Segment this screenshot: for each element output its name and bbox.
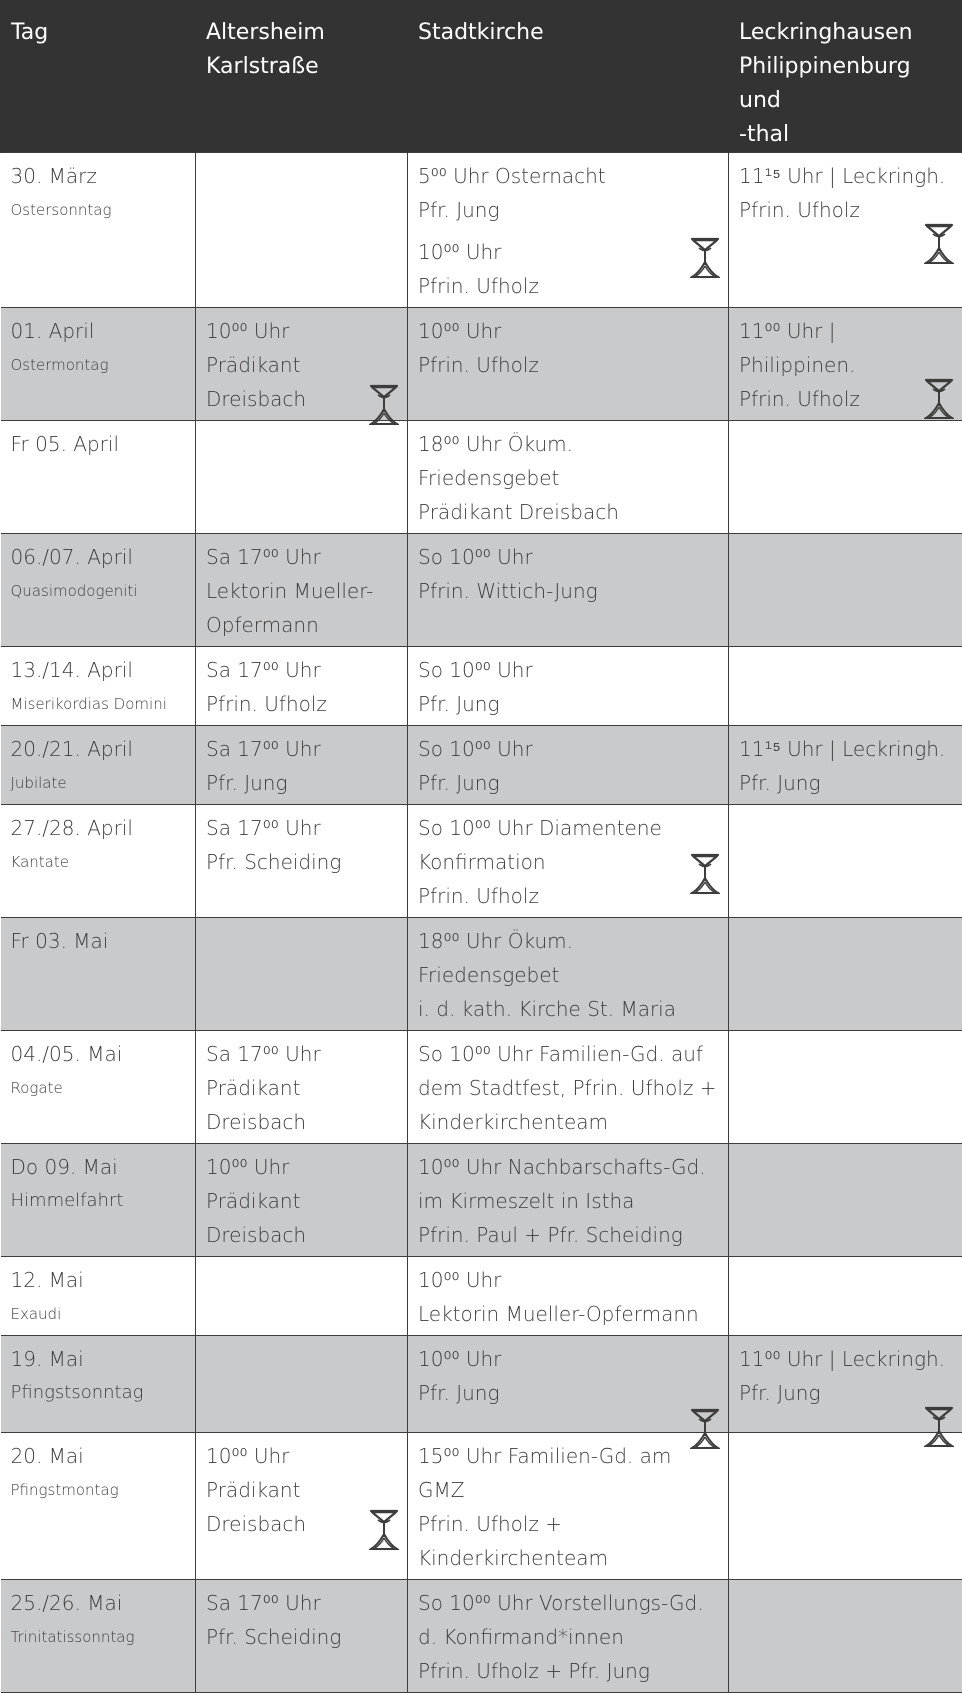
day-cell xyxy=(1,918,196,1031)
table-row xyxy=(1,308,962,421)
stadtkirche-cell xyxy=(408,647,729,726)
chalice-icon xyxy=(924,1370,954,1416)
stadtkirche-cell xyxy=(408,1433,729,1580)
stadtkirche-cell xyxy=(408,308,729,421)
altersheim-service: 10⁰⁰ Uhr Prädikant Dreisbach xyxy=(206,1439,399,1541)
occasion-label: Himmelfahrt xyxy=(11,1184,188,1218)
day-cell xyxy=(1,1336,196,1433)
altersheim-cell xyxy=(196,421,408,534)
table-row xyxy=(1,1336,962,1433)
stadtkirche-cell xyxy=(408,534,729,647)
day-cell xyxy=(1,153,196,308)
stadtkirche-service: So 10⁰⁰ Uhr Pfr. Jung xyxy=(418,732,720,800)
stadtkirche-service: 18⁰⁰ Uhr Ökum. Friedensgebet i. d. kath. Kirche St. Maria xyxy=(418,924,720,1026)
day-label: 13./14. April xyxy=(11,653,188,687)
occasion-label: Ostermontag xyxy=(11,348,188,382)
chalice-icon xyxy=(924,342,954,388)
leckringhausen-cell xyxy=(729,647,962,726)
stadtkirche-service: 5⁰⁰ Uhr Osternacht Pfr. Jung xyxy=(418,159,720,227)
altersheim-cell xyxy=(196,1336,408,1433)
stadtkirche-service: 15⁰⁰ Uhr Familien-Gd. am GMZ Pfrin. Ufholz + Kinderkirchenteam xyxy=(418,1439,720,1575)
table-row xyxy=(1,1580,962,1693)
chalice-icon xyxy=(369,348,399,394)
day-cell xyxy=(1,1257,196,1336)
leckringhausen-service: 11⁰⁰ Uhr | Philippinen. Pfrin. Ufholz xyxy=(739,314,954,416)
chalice-icon xyxy=(690,1372,720,1418)
leckringhausen-cell xyxy=(729,726,962,805)
leckringhausen-cell xyxy=(729,534,962,647)
altersheim-service: 10⁰⁰ Uhr Prädikant Dreisbach xyxy=(206,314,399,416)
altersheim-cell xyxy=(196,1433,408,1580)
occasion-label: Quasimodogeniti xyxy=(11,574,188,608)
day-cell xyxy=(1,647,196,726)
altersheim-cell xyxy=(196,1031,408,1144)
table-row xyxy=(1,1031,962,1144)
altersheim-service: Sa 17⁰⁰ Uhr Lektorin Mueller- Opfermann xyxy=(206,540,399,642)
day-label: 12. Mai xyxy=(11,1263,188,1297)
table-row xyxy=(1,1144,962,1257)
stadtkirche-service: So 10⁰⁰ Uhr Diamentene Konfirmation Pfrin. Ufholz xyxy=(418,811,720,913)
leckringhausen-cell xyxy=(729,1031,962,1144)
stadtkirche-service: 10⁰⁰ Uhr Lektorin Mueller-Opfermann xyxy=(418,1263,720,1331)
altersheim-cell xyxy=(196,647,408,726)
header-altersheim: Altersheim Karlstraße xyxy=(196,0,408,153)
header-leckringhausen: Leckringhausen Philippinenburg und -thal xyxy=(729,0,962,153)
day-cell xyxy=(1,726,196,805)
day-cell xyxy=(1,1031,196,1144)
table-row xyxy=(1,153,962,308)
stadtkirche-cell xyxy=(408,1580,729,1693)
stadtkirche-cell xyxy=(408,805,729,918)
day-cell xyxy=(1,1144,196,1257)
leckringhausen-cell xyxy=(729,805,962,918)
occasion-label: Kantate xyxy=(11,845,188,879)
leckringhausen-cell xyxy=(729,1257,962,1336)
table-row xyxy=(1,1257,962,1336)
occasion-label: Rogate xyxy=(11,1071,188,1105)
stadtkirche-cell xyxy=(408,918,729,1031)
stadtkirche-service: 10⁰⁰ Uhr Pfr. Jung xyxy=(418,1342,720,1410)
chalice-icon xyxy=(369,1473,399,1519)
table-row xyxy=(1,534,962,647)
stadtkirche-cell xyxy=(408,421,729,534)
day-label: 06./07. April xyxy=(11,540,188,574)
leckringhausen-cell xyxy=(729,1433,962,1580)
day-label: 27./28. April xyxy=(11,811,188,845)
stadtkirche-service: 10⁰⁰ Uhr Nachbarschafts-Gd. im Kirmeszelt in Istha Pfrin. Paul + Pfr. Scheiding xyxy=(418,1150,720,1252)
stadtkirche-cell xyxy=(408,1144,729,1257)
stadtkirche-service: So 10⁰⁰ Uhr Pfrin. Wittich-Jung xyxy=(418,540,720,608)
leckringhausen-cell xyxy=(729,153,962,308)
day-label: 04./05. Mai xyxy=(11,1037,188,1071)
altersheim-service: Sa 17⁰⁰ Uhr Pfr. Scheiding xyxy=(206,1586,399,1654)
altersheim-service: Sa 17⁰⁰ Uhr Prädikant Dreisbach xyxy=(206,1037,399,1139)
leckringhausen-service: 11¹⁵ Uhr | Leckringh. Pfr. Jung xyxy=(739,732,954,800)
table-row xyxy=(1,1433,962,1580)
day-cell xyxy=(1,421,196,534)
altersheim-cell xyxy=(196,153,408,308)
stadtkirche-cell xyxy=(408,1031,729,1144)
occasion-label: Miserikordias Domini xyxy=(11,687,188,721)
stadtkirche-service: 10⁰⁰ Uhr Pfrin. Ufholz xyxy=(418,314,720,382)
leckringhausen-service: 11¹⁵ Uhr | Leckringh. Pfrin. Ufholz xyxy=(739,159,954,227)
leckringhausen-cell xyxy=(729,1580,962,1693)
stadtkirche-service: So 10⁰⁰ Uhr Familien-Gd. auf dem Stadtfest, Pfrin. Ufholz + Kinderkirchenteam xyxy=(418,1037,720,1139)
day-cell xyxy=(1,534,196,647)
stadtkirche-cell xyxy=(408,726,729,805)
chalice-icon xyxy=(690,201,720,247)
leckringhausen-cell xyxy=(729,1336,962,1433)
day-label: Fr 05. April xyxy=(11,427,188,461)
altersheim-cell xyxy=(196,805,408,918)
leckringhausen-cell xyxy=(729,421,962,534)
leckringhausen-cell xyxy=(729,308,962,421)
header-tag: Tag xyxy=(1,0,196,153)
stadtkirche-service: 10⁰⁰ Uhr Pfrin. Ufholz xyxy=(418,235,720,303)
occasion-label: Trinitatissonntag xyxy=(11,1620,188,1654)
day-label: 01. April xyxy=(11,314,188,348)
occasion-label: Exaudi xyxy=(11,1297,188,1331)
stadtkirche-cell xyxy=(408,1336,729,1433)
table-row xyxy=(1,805,962,918)
stadtkirche-service: So 10⁰⁰ Uhr Pfr. Jung xyxy=(418,653,720,721)
day-label: Do 09. Mai xyxy=(11,1150,188,1184)
day-label: Fr 03. Mai xyxy=(11,924,188,958)
day-cell xyxy=(1,805,196,918)
occasion-label: Pfingstmontag xyxy=(11,1473,188,1507)
chalice-icon xyxy=(690,817,720,863)
leckringhausen-cell xyxy=(729,918,962,1031)
occasion-label: Pfingstsonntag xyxy=(11,1376,188,1410)
altersheim-cell xyxy=(196,534,408,647)
chalice-icon xyxy=(924,187,954,233)
day-cell xyxy=(1,308,196,421)
table-row xyxy=(1,726,962,805)
altersheim-service: Sa 17⁰⁰ Uhr Pfrin. Ufholz xyxy=(206,653,399,721)
table-row xyxy=(1,647,962,726)
altersheim-service: Sa 17⁰⁰ Uhr Pfr. Jung xyxy=(206,732,399,800)
day-cell xyxy=(1,1433,196,1580)
table-row xyxy=(1,918,962,1031)
header-stadtkirche: Stadtkirche xyxy=(408,0,729,153)
altersheim-cell xyxy=(196,1580,408,1693)
occasion-label: Ostersonntag xyxy=(11,193,188,227)
altersheim-cell xyxy=(196,1257,408,1336)
stadtkirche-cell xyxy=(408,153,729,308)
stadtkirche-cell xyxy=(408,1257,729,1336)
day-label: 19. Mai xyxy=(11,1342,188,1376)
altersheim-cell xyxy=(196,1144,408,1257)
day-label: 25./26. Mai xyxy=(11,1586,188,1620)
altersheim-service: 10⁰⁰ Uhr Prädikant Dreisbach xyxy=(206,1150,399,1252)
header-row xyxy=(1,0,962,153)
altersheim-cell xyxy=(196,308,408,421)
day-label: 20. Mai xyxy=(11,1439,188,1473)
stadtkirche-service: So 10⁰⁰ Uhr Vorstellungs-Gd. d. Konfirmand*innen Pfrin. Ufholz + Pfr. Jung xyxy=(418,1586,720,1688)
altersheim-cell xyxy=(196,726,408,805)
leckringhausen-service: 11⁰⁰ Uhr | Leckringh. Pfr. Jung xyxy=(739,1342,954,1410)
leckringhausen-cell xyxy=(729,1144,962,1257)
altersheim-cell xyxy=(196,918,408,1031)
day-label: 20./21. April xyxy=(11,732,188,766)
occasion-label: Jubilate xyxy=(11,766,188,800)
altersheim-service: Sa 17⁰⁰ Uhr Pfr. Scheiding xyxy=(206,811,399,879)
table-row xyxy=(1,421,962,534)
stadtkirche-service: 18⁰⁰ Uhr Ökum. Friedensgebet Prädikant Dreisbach xyxy=(418,427,720,529)
day-cell xyxy=(1,1580,196,1693)
day-label: 30. März xyxy=(11,159,188,193)
